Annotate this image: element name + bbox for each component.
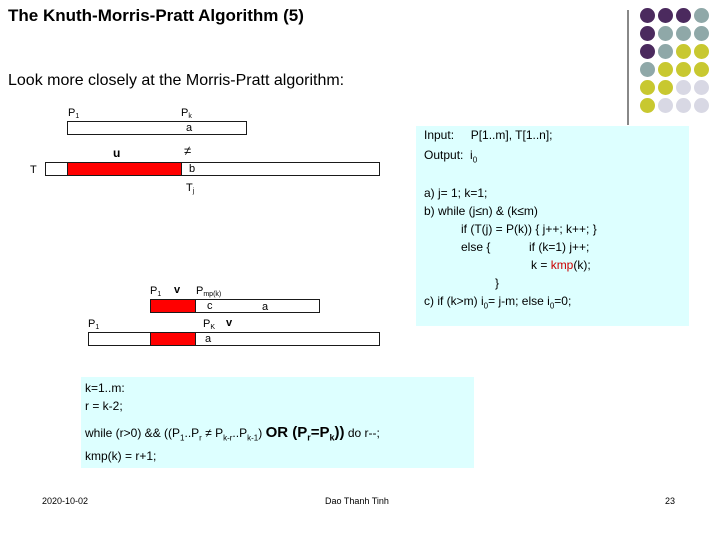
label-c: c [207, 300, 213, 312]
label-p1-bot: $P_1$ [88, 318, 100, 331]
label-pk-bot: $P_K$ [203, 318, 216, 331]
label-a-bot: a [205, 333, 212, 345]
text-bar-bottom [88, 332, 380, 346]
algo-line-ifk: if (k=1) j++; [529, 240, 590, 254]
decor-dot [640, 26, 655, 41]
algo-line-c: c) if (k>m) $i_0= j-m$; else $i_0=0$; [424, 294, 572, 311]
decor-dot [676, 98, 691, 113]
label-a-top: a [186, 122, 193, 134]
decor-dot [676, 62, 691, 77]
label-p1-mid: $P_1$ [150, 285, 162, 298]
label-v-mid: v [174, 284, 181, 296]
decor-dot [658, 8, 673, 23]
label-tj: $T_j$ [186, 182, 195, 195]
algo-line-b: b) while (j≤n) & (k≤m) [424, 204, 538, 218]
algo-line-else: else { [461, 240, 491, 254]
text-bar-bottom-segment [150, 332, 196, 346]
decor-dot [658, 44, 673, 59]
decor-dot [676, 26, 691, 41]
algo-line-close: } [495, 276, 500, 290]
algo-line-kmp: k = kmp(k); [531, 258, 591, 272]
decor-dot [640, 44, 655, 59]
decor-dot [694, 44, 709, 59]
decor-dot [640, 98, 655, 113]
pattern-bar-top [67, 121, 247, 135]
label-a-mid: a [262, 301, 269, 313]
decor-dot [640, 80, 655, 95]
label-pk-top: $P_k$ [181, 107, 192, 120]
label-text-t: T [30, 164, 37, 176]
shifted-pattern-prefix [150, 299, 196, 313]
decor-dot [694, 8, 709, 23]
label-p1-top: $P_1$ [68, 107, 80, 120]
label-v-bot: v [226, 317, 233, 329]
decor-dot [694, 62, 709, 77]
label-neq: ≠ [184, 143, 192, 158]
kmp-line-4: kmp(k) = r+1; [85, 449, 157, 463]
decor-dot [658, 26, 673, 41]
slide-subtitle: Look more closely at the Morris-Pratt algorithm: [8, 72, 345, 89]
kmp-line-2: r = k-2; [85, 399, 123, 413]
label-u: u [113, 146, 121, 160]
decor-dot [694, 98, 709, 113]
algo-input: Input: P[1..m], T[1..n]; [424, 128, 553, 142]
decor-dot [694, 26, 709, 41]
footer-page-number: 23 [665, 496, 676, 506]
decor-dot [658, 98, 673, 113]
algo-line-if: if (T(j) = P(k)) { j++; k++; } [461, 222, 597, 236]
decor-dot [658, 80, 673, 95]
slide-title: The Knuth-Morris-Pratt Algorithm (5) [8, 6, 304, 25]
algo-output: Output: $i_0$ [424, 148, 478, 165]
footer-author: Dao Thanh Tinh [325, 496, 389, 506]
algo-line-a: a) j= 1; k=1; [424, 186, 488, 200]
decor-dot [676, 44, 691, 59]
decor-dot [676, 8, 691, 23]
decor-dot [694, 80, 709, 95]
label-b: b [189, 163, 196, 175]
decor-dot [640, 8, 655, 23]
label-pmp: $P_{mp(k)}$ [196, 285, 222, 298]
kmp-line-3: while (r>0) && ($(P_1..P_r \ne P_{k-r}..P_{k-1})$ OR $(P_r=P_k)$) do r--; [85, 424, 380, 443]
kmp-line-1: k=1..m: [85, 381, 125, 395]
text-bar-match-segment [67, 162, 182, 176]
footer-date: 2020-10-02 [42, 496, 89, 506]
decor-dot [658, 62, 673, 77]
decor-dot [640, 62, 655, 77]
decor-dot [676, 80, 691, 95]
decor-vertical-line [627, 10, 629, 125]
